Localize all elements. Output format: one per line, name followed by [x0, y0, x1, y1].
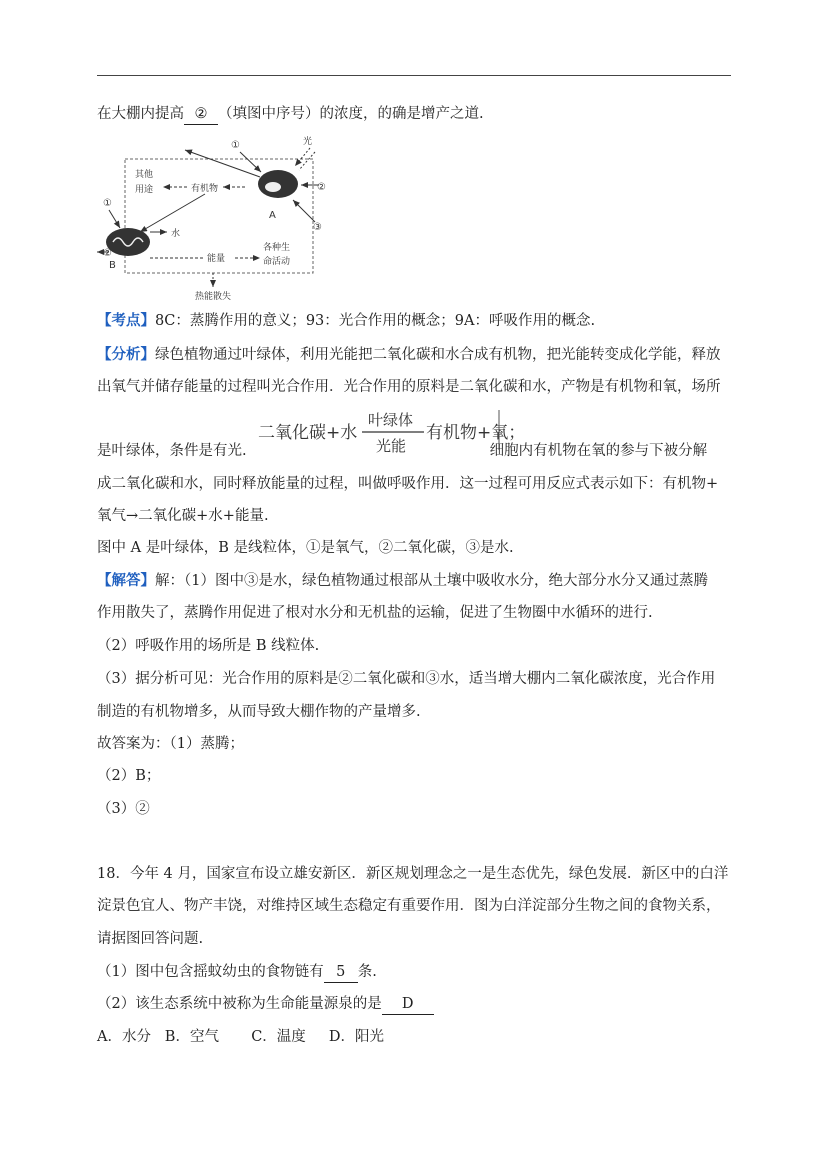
circle-2-right: ② — [317, 182, 326, 193]
intro-answer-blank: ② — [184, 104, 218, 125]
q18-sub1-post: 条. — [357, 964, 377, 980]
jieda-line-4: （3）据分析可见：光合作用的原料是②二氧化碳和③水，适当增大棚内二氧化碳浓度，光合作用 — [97, 671, 716, 687]
label-b: B — [109, 260, 116, 271]
fenxi-line-3 — [97, 441, 707, 461]
circle-1-left: ① — [103, 198, 112, 209]
label-a: A — [269, 210, 276, 221]
q18-options: A．水分 B．空气 C．温度 D．阳光 — [97, 1029, 384, 1045]
circle-2-left: ② — [103, 248, 112, 259]
q18-stem-1: 18．今年 4 月，国家宣布设立雄安新区．新区规划理念之一是生态优先，绿色发展．新区中的白洋 — [97, 866, 729, 882]
q18-sub1-answer-blank: 5 — [324, 962, 358, 983]
jieda-line-2: 作用散失了，蒸腾作用促进了根对水分和无机盐的运输，促进了生物圈中水循环的进行. — [97, 605, 653, 621]
q18-sub2 — [97, 994, 434, 1015]
jieda-line-7: （2）B； — [97, 768, 161, 784]
fenxi-tag: 【分析】 — [97, 346, 155, 363]
intro-line — [97, 104, 484, 125]
fenxi-text-3a: 是叶绿体，条件是有光. — [97, 443, 247, 459]
formula-condition-top: 叶绿体 — [368, 411, 414, 429]
q18-sub1 — [97, 962, 377, 983]
jieda-line-3: （2）呼吸作用的场所是 B 线粒体. — [97, 638, 320, 654]
fenxi-text-1: 绿色植物通过叶绿体，利用光能把二氧化碳和水合成有机物，把光能转变成化学能，释放 — [155, 347, 721, 363]
jieda-line-5: 制造的有机物增多，从而导致大棚作物的产量增多. — [97, 704, 421, 720]
fenxi-line-4: 成二氧化碳和水，同时释放能量的过程，叫做呼吸作用．这一过程可用反应式表示如下：有机物+ — [97, 476, 719, 492]
jieda-line-1 — [97, 571, 708, 591]
jieda-tag: 【解答】 — [97, 572, 155, 589]
life-activities-label: 各种生 — [263, 243, 291, 253]
other-uses-label-2: 用途 — [135, 185, 154, 195]
photosynthesis-respiration-diagram — [95, 132, 340, 302]
header-rule — [97, 75, 731, 76]
q18-sub2-text: （2）该生态系统中被称为生命能量源泉的是 — [97, 996, 382, 1012]
jieda-text-1: 解：（1）图中③是水，绿色植物通过根部从土壤中吸收水分，绝大部分水分又通过蒸腾 — [155, 573, 708, 589]
jieda-line-8: （3）② — [97, 801, 150, 817]
kaodian-tag: 【考点】 — [97, 312, 155, 329]
formula-left: 二氧化碳+水 — [258, 423, 358, 443]
energy-label: 能量 — [207, 254, 226, 264]
fenxi-line-5: 氧气→二氧化碳+水+能量. — [97, 508, 269, 524]
light-label: 光 — [303, 137, 313, 147]
formula-right: 有机物+氧； — [426, 423, 526, 443]
jieda-line-6: 故答案为：（1）蒸腾； — [97, 736, 244, 752]
q18-stem-3: 请据图回答问题. — [97, 931, 204, 947]
fenxi-text-3b: 细胞内有机物在氧的参与下被分解 — [489, 443, 708, 459]
fenxi-line-6: 图中 A 是叶绿体，B 是线粒体，①是氧气，②二氧化碳，③是水. — [97, 540, 514, 556]
fenxi-line-1 — [97, 345, 721, 365]
q18-sub2-answer-blank: D — [382, 994, 434, 1015]
kaodian-line — [97, 311, 595, 331]
intro-text-post: （填图中序号）的浓度，的确是增产之道. — [218, 106, 484, 122]
formula-condition-bottom: 光能 — [376, 437, 407, 455]
q18-stem-2: 淀景色宜人、物产丰饶，对维持区域生态稳定有重要作用．图为白洋淀部分生物之间的食物关系， — [97, 898, 721, 914]
water-label: 水 — [171, 229, 181, 239]
q18-sub1-text: （1）图中包含摇蚊幼虫的食物链有 — [97, 964, 324, 980]
intro-text: 在大棚内提高 — [97, 106, 184, 122]
heat-loss-label: 热能散失 — [195, 292, 232, 302]
mitochondrion-b-icon — [106, 228, 150, 256]
other-uses-label: 其他 — [135, 170, 154, 180]
life-activities-label-2: 命活动 — [263, 257, 291, 267]
circle-1-top: ① — [231, 140, 240, 151]
fenxi-line-2: 出氧气并储存能量的过程叫光合作用．光合作用的原料是二氧化碳和水，产物是有机物和氧，场所 — [97, 379, 721, 395]
circle-3-right: ③ — [313, 222, 322, 233]
kaodian-text: 8C：蒸腾作用的意义；93：光合作用的概念；9A：呼吸作用的概念. — [155, 313, 596, 329]
organic-matter-label: 有机物 — [191, 184, 219, 194]
